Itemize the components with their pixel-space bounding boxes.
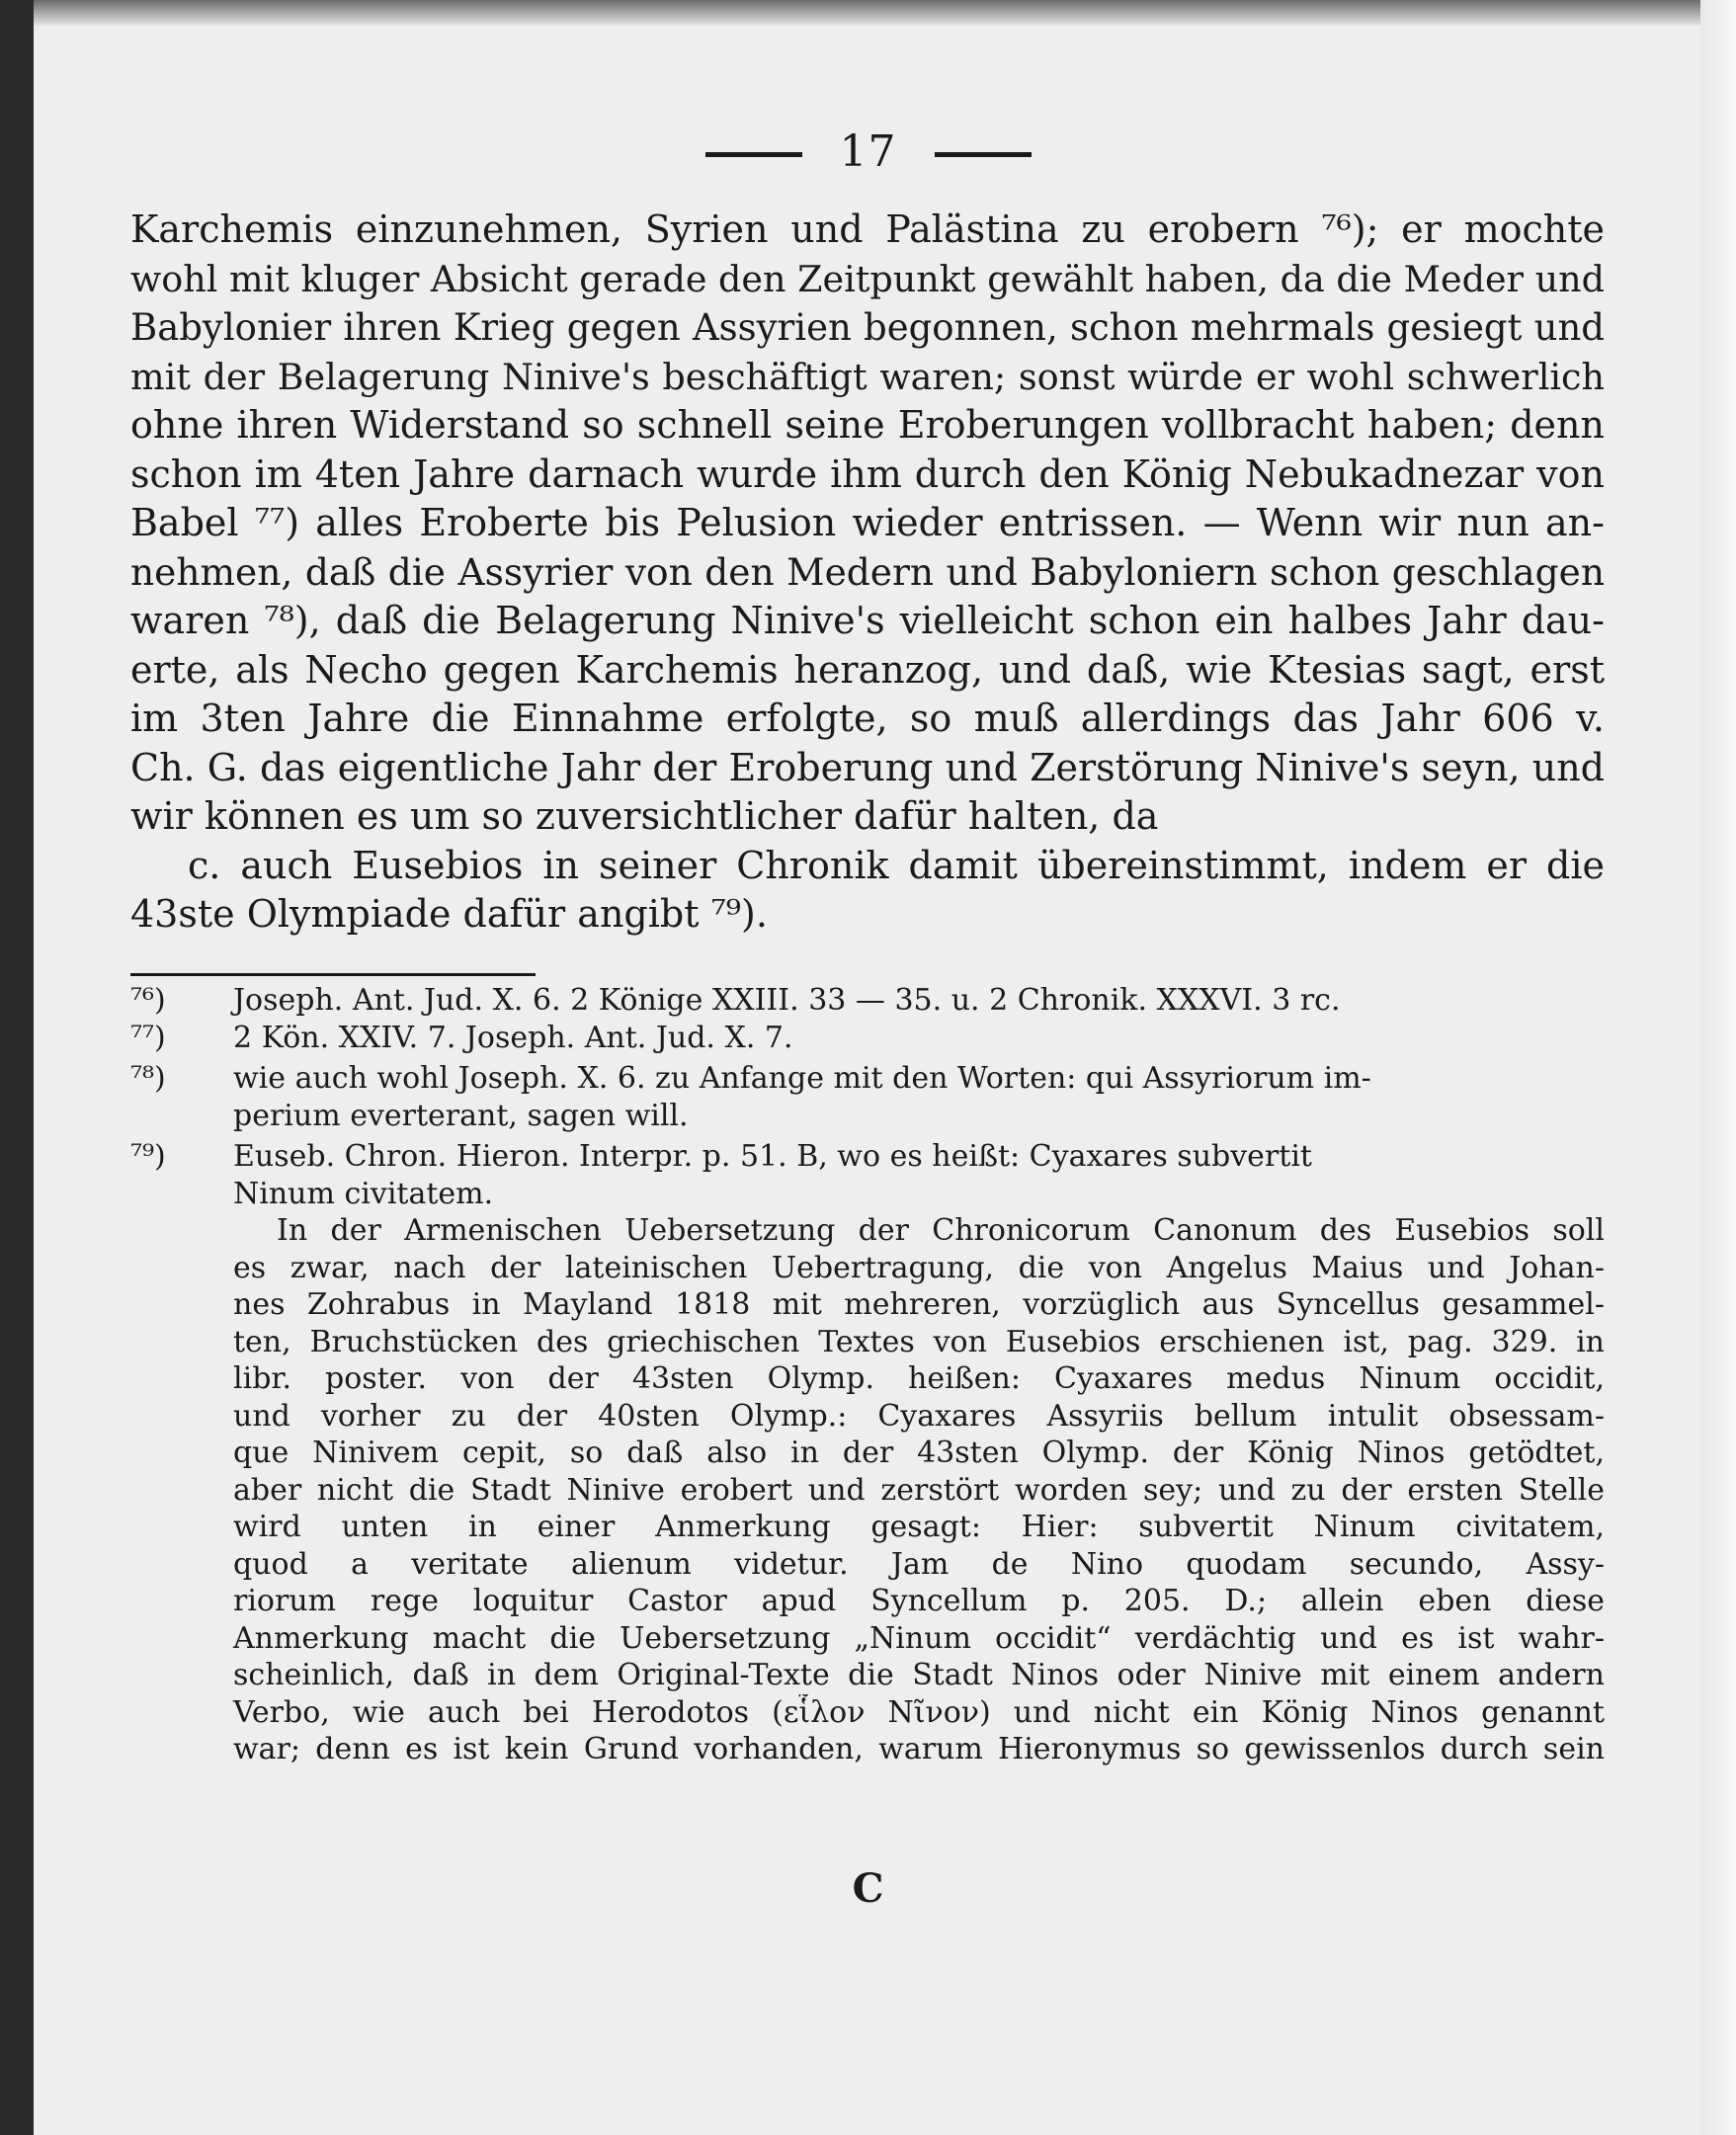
header-dash-left	[705, 152, 802, 157]
footnote-paragraph-line: riorum rege loquitur Castor apud Syncellum p. 205. D.; allein eben diese	[233, 1584, 1605, 1618]
footnote-text: wie auch wohl Joseph. X. 6. zu Anfange mit den Worten: qui Assyriorum im-	[233, 1061, 1371, 1096]
footnote-paragraph-line: quod a veritate alienum videtur. Jam de Nino quodam secundo, Assy-	[233, 1546, 1605, 1582]
footnote-paragraph-line: Anmerkung macht die Uebersetzung „Ninum occidit“ verdächtig und es ist wahr-	[233, 1620, 1605, 1656]
section-c-line: c. auch Eusebios in seiner Chronik damit übereinstimmt, indem er die	[188, 843, 1605, 887]
text-line: im 3ten Jahre die Einnahme erfolgte, so muß allerdings das Jahr 606 v.	[130, 697, 1605, 740]
text-line: wohl mit kluger Absicht gerade den Zeitpunkt gewählt haben, da die Meder und	[130, 257, 1605, 300]
footnote-paragraph-line: Verbo, wie auch bei Herodotos (εἷλον Νῖνον) und nicht ein König Ninos genannt	[233, 1694, 1605, 1730]
text-line: Babylonier ihren Krieg gegen Assyrien begonnen, schon mehrmals gesiegt und	[130, 306, 1605, 349]
text-line: nehmen, daß die Assyrier von den Medern und Babyloniern schon geschlagen	[130, 549, 1605, 594]
footnote-paragraph-line: que Ninivem cepit, so daß also in der 43sten Olymp. der König Ninos getödtet,	[233, 1436, 1605, 1470]
footnote-text-continued: Ninum civitatem.	[233, 1176, 494, 1211]
footnote-79	[130, 1138, 1605, 1176]
footnote-paragraph-line: wird unten in einer Anmerkung gesagt: Hier: subvertit Ninum civitatem,	[233, 1510, 1605, 1544]
text-line: mit der Belagerung Ninive's beschäftigt waren; sonst würde er wohl schwerlich	[130, 355, 1605, 398]
footnote-77	[130, 1020, 1605, 1057]
section-c-line: 43ste Olympiade dafür angibt ⁷⁹).	[130, 892, 768, 936]
text-line: Karchemis einzunehmen, Syrien und Palästina zu erobern ⁷⁶); er mochte	[130, 207, 1605, 251]
footnote-76	[130, 982, 1605, 1020]
footnote-text-continued: perium everterant, sagen will.	[233, 1098, 689, 1133]
text-line: Babel ⁷⁷) alles Eroberte bis Pelusion wieder entrissen. — Wenn wir nun an-	[130, 501, 1605, 544]
footnote-paragraph-line: In der Armenischen Uebersetzung der Chronicorum Canonum des Eusebios soll	[277, 1213, 1605, 1248]
footnote-paragraph-line: ten, Bruchstücken des griechischen Textes von Eusebios erschienen ist, pag. 329. in	[233, 1324, 1605, 1359]
footnote-marker: ⁷⁸)	[130, 1061, 166, 1096]
footnote-paragraph-line: war; denn es ist kein Grund vorhanden, warum Hieronymus so gewissenlos durch sein	[233, 1732, 1605, 1766]
footnote-paragraph-line: scheinlich, daß in dem Original-Texte die Stadt Ninos oder Ninive mit einem andern	[233, 1658, 1605, 1692]
signature-mark: C	[852, 1865, 884, 1912]
footnote-text: Euseb. Chron. Hieron. Interpr. p. 51. B, wo es heißt: Cyaxares subvertit	[233, 1139, 1312, 1174]
scan-edge-top	[0, 0, 1736, 26]
footnote-paragraph-line: es zwar, nach der lateinischen Uebertragung, die von Angelus Maius und Johan-	[233, 1250, 1605, 1285]
text-line: wir können es um so zuversichtlicher dafür halten, da	[130, 794, 1159, 838]
footnote-paragraph-line: libr. poster. von der 43sten Olymp. heißen: Cyaxares medus Ninum occidit,	[233, 1361, 1605, 1396]
footnote-rule	[130, 973, 536, 976]
footnote-paragraph-line: und vorher zu der 40sten Olymp.: Cyaxares Assyriis bellum intulit obsessam-	[233, 1398, 1605, 1434]
text-line: schon im 4ten Jahre darnach wurde ihm durch den König Nebukadnezar von	[130, 452, 1605, 496]
footnotes	[130, 982, 1605, 1768]
footnote-paragraph-line: aber nicht die Stadt Ninive erobert und zerstört worden sey; und zu der ersten Stelle	[233, 1472, 1605, 1508]
footnote-text: Joseph. Ant. Jud. X. 6. 2 Könige XXIII. 33 — 35. u. 2 Chronik. XXXVI. 3 rc.	[233, 983, 1341, 1018]
footnote-marker: ⁷⁶)	[130, 983, 166, 1018]
footnote-marker: ⁷⁷)	[130, 1020, 166, 1055]
footnote-text: 2 Kön. XXIV. 7. Joseph. Ant. Jud. X. 7.	[233, 1020, 793, 1055]
page-header	[0, 126, 1736, 177]
page-number: 17	[839, 126, 897, 177]
footnote-78	[130, 1060, 1605, 1098]
main-text	[130, 205, 1605, 940]
footnote-paragraph-line: nes Zohrabus in Mayland 1818 mit mehreren, vorzüglich aus Syncellus gesammel-	[233, 1287, 1605, 1322]
text-line: erte, als Necho gegen Karchemis heranzog, und daß, wie Ktesias sagt, erst	[130, 647, 1605, 692]
text-line: ohne ihren Widerstand so schnell seine Eroberungen vollbracht haben; denn	[130, 403, 1605, 447]
text-line: waren ⁷⁸), daß die Belagerung Ninive's vielleicht schon ein halbes Jahr dau-	[130, 599, 1605, 642]
text-line: Ch. G. das eigentliche Jahr der Eroberung und Zerstörung Ninive's seyn, und	[130, 745, 1605, 789]
scan-edge-left	[0, 0, 34, 2135]
header-dash-right	[935, 152, 1032, 157]
scan-edge-right	[1700, 0, 1736, 2135]
footnote-marker: ⁷⁹)	[130, 1139, 166, 1174]
